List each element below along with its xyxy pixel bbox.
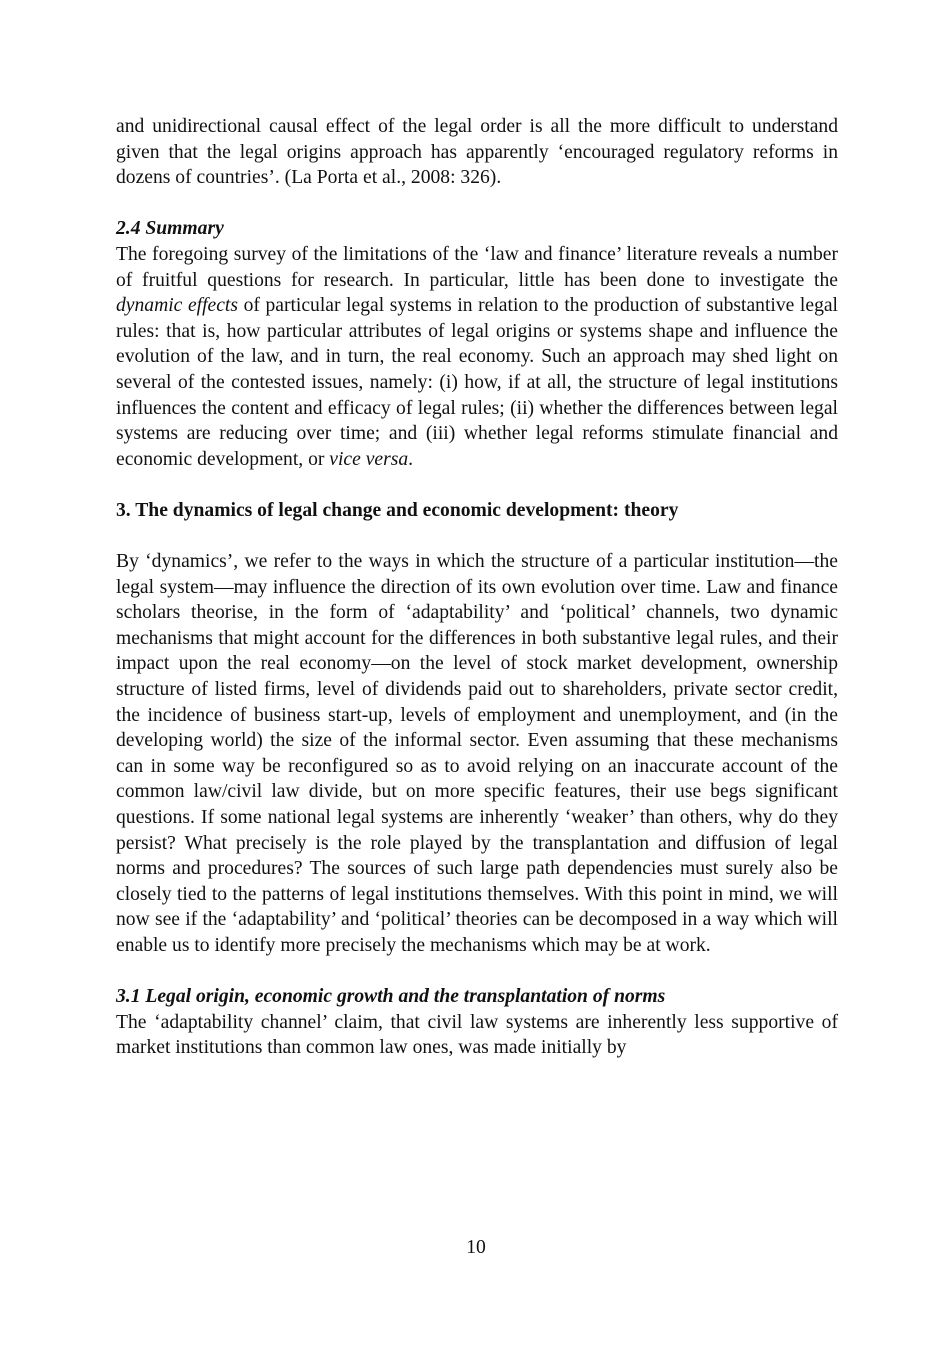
summary-text-2: of particular legal systems in relation to the production of substantive legal rules: that is, how particular attributes of legal origins or systems shape and influence the evolution of the law, and in turn, the real economy. Such an approach may shed light on several of the contested issues, namely: (i) how, if at all, the structure of legal institutions influences the content and efficacy of legal rules; (ii) whether the differences between legal systems are reducing over time; and (iii) whether legal reforms stimulate financial and economic development, or — [116, 295, 839, 470]
summary-paragraph — [116, 242, 838, 472]
summary-text-1: The foregoing survey of the limitations of the ‘law and finance’ literature reveals a number of fruitful questions for research. In particular, little has been done to investigate the — [116, 243, 838, 291]
summary-heading: 2.4 Summary — [116, 218, 224, 240]
summary-emphasis-vice-versa: vice versa — [329, 448, 409, 470]
spacer — [116, 472, 838, 498]
summary-text-3: . — [408, 448, 414, 470]
section-3-heading: 3. The dynamics of legal change and economic development: theory — [116, 499, 679, 521]
section-3-1-paragraph: The ‘adaptability channel’ claim, that civil law systems are inherently less supportive of market institutions than common law ones, was made initially by — [116, 1011, 838, 1059]
intro-paragraph: and unidirectional causal effect of the legal order is all the more difficult to understand given that the legal origins approach has apparently ‘encouraged regulatory reforms in dozens of countries’. (La Porta et al., 2008: 326). — [116, 116, 838, 189]
spacer — [116, 191, 838, 217]
section-3-1-heading: 3.1 Legal origin, economic growth and the transplantation of norms — [116, 986, 666, 1008]
page-number: 10 — [466, 1237, 486, 1258]
spacer — [116, 524, 838, 550]
section-3-paragraph: By ‘dynamics’, we refer to the ways in which the structure of a particular institution—the legal system—may influence the direction of its own evolution over time. Law and finance scholars theorise, in the form of ‘adaptability’ and ‘political’ channels, two dynamic mechanisms that might account for the differences in both substantive legal rules, and their impact upon the real economy—on the level of stock market development, ownership structure of listed firms, level of dividends paid out to shareholders, private sector credit, the incidence of business start-up, levels of employment and unemployment, and (in the developing world) the size of the informal sector. Even assuming that these mechanisms can in some way be reconfigured so as to avoid relying on an inaccurate account of the common law/civil law divide, but on more specific features, their use begs significant questions. If some national legal systems are inherently ‘weaker’ than others, why do they persist? What precisely is the role played by the transplantation and diffusion of legal norms and procedures? The sources of such large path dependencies must surely also be closely tied to the patterns of legal institutions themselves. With this point in mind, we will now see if the ‘adaptability’ and ‘political’ theories can be decomposed in a way which will enable us to identify more precisely the mechanisms which may be at work. — [116, 551, 838, 956]
page-body — [116, 114, 838, 1061]
spacer — [116, 959, 838, 985]
summary-emphasis-dynamic-effects: dynamic effects — [116, 295, 238, 317]
